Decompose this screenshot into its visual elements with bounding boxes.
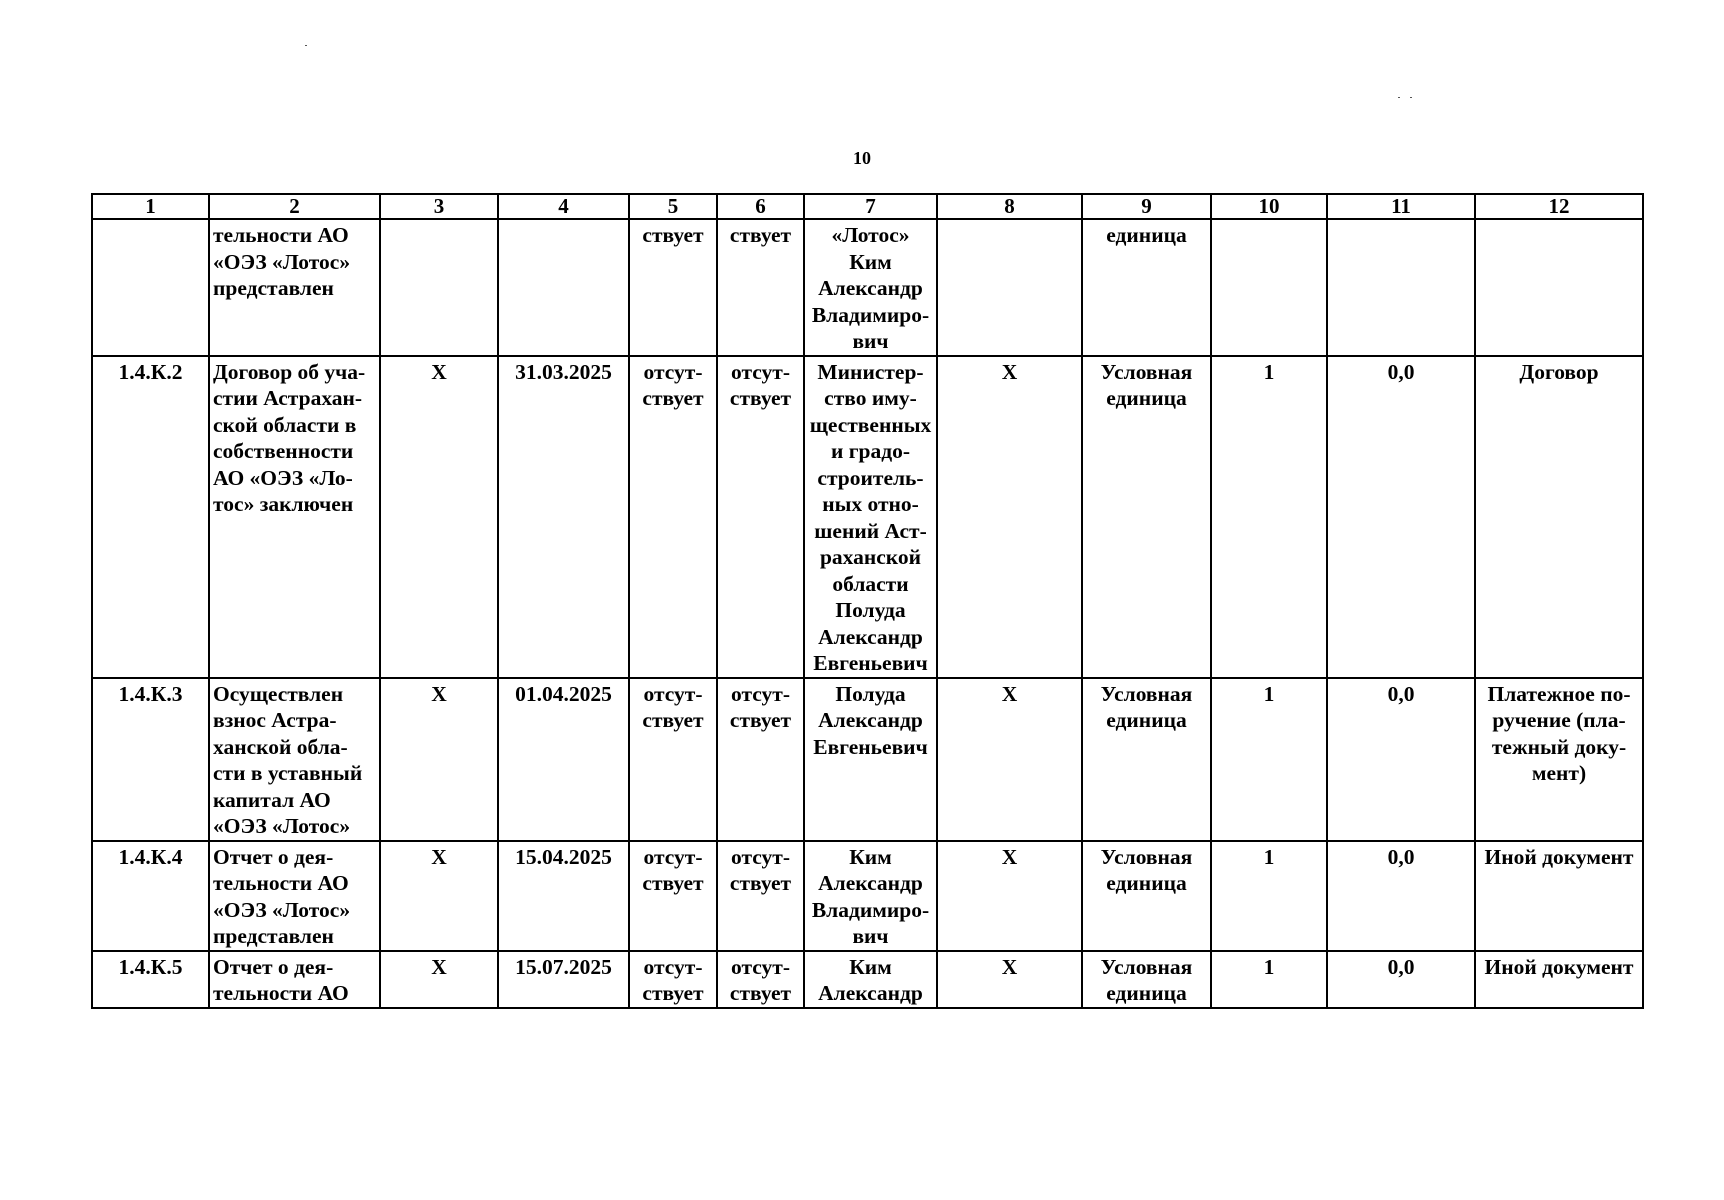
cell-unit: Условная единица bbox=[1082, 951, 1211, 1008]
column-header-4: 4 bbox=[498, 194, 629, 219]
cell-col8: X bbox=[937, 841, 1082, 951]
cell-col3: X bbox=[380, 841, 498, 951]
cell-col5: отсут- ствует bbox=[629, 356, 717, 678]
cell-event: Договор об уча- стии Астрахан- ской области в собственности АО «ОЭЗ «Ло- тос» заключен bbox=[209, 356, 380, 678]
cell-code: 1.4.К.3 bbox=[92, 678, 209, 841]
cell-date: 31.03.2025 bbox=[498, 356, 629, 678]
column-header-5: 5 bbox=[629, 194, 717, 219]
cell-col5: отсут- ствует bbox=[629, 841, 717, 951]
cell-document bbox=[1475, 219, 1643, 356]
table-row bbox=[92, 678, 1643, 841]
table-row bbox=[92, 951, 1643, 1008]
scan-speck bbox=[1410, 97, 1412, 98]
cell-unit: Условная единица bbox=[1082, 678, 1211, 841]
cell-code: 1.4.К.5 bbox=[92, 951, 209, 1008]
cell-event: Отчет о дея- тельности АО «ОЭЗ «Лотос» представлен bbox=[209, 841, 380, 951]
cell-col5: отсут- ствует bbox=[629, 678, 717, 841]
cell-date: 15.04.2025 bbox=[498, 841, 629, 951]
cell-document: Иной документ bbox=[1475, 841, 1643, 951]
column-header-12: 12 bbox=[1475, 194, 1643, 219]
cell-col10: 1 bbox=[1211, 356, 1327, 678]
cell-col3: X bbox=[380, 951, 498, 1008]
cell-col6: отсут- ствует bbox=[717, 356, 804, 678]
column-header-8: 8 bbox=[937, 194, 1082, 219]
cell-unit: Условная единица bbox=[1082, 841, 1211, 951]
cell-col3 bbox=[380, 219, 498, 356]
cell-col10: 1 bbox=[1211, 841, 1327, 951]
cell-responsible: «Лотос» Ким Александр Владимиро- вич bbox=[804, 219, 937, 356]
cell-col10 bbox=[1211, 219, 1327, 356]
cell-code: 1.4.К.2 bbox=[92, 356, 209, 678]
cell-code: 1.4.К.4 bbox=[92, 841, 209, 951]
table-row bbox=[92, 219, 1643, 356]
cell-responsible: Ким Александр bbox=[804, 951, 937, 1008]
cell-col5: ствует bbox=[629, 219, 717, 356]
cell-col11: 0,0 bbox=[1327, 841, 1475, 951]
table-row bbox=[92, 841, 1643, 951]
column-header-2: 2 bbox=[209, 194, 380, 219]
cell-col6: отсут- ствует bbox=[717, 678, 804, 841]
cell-unit: единица bbox=[1082, 219, 1211, 356]
cell-unit: Условная единица bbox=[1082, 356, 1211, 678]
cell-responsible: Министер- ство иму- щественных и градо- строитель- ных отно- шений Аст- раханской области Полуда Александр Евгеньевич bbox=[804, 356, 937, 678]
cell-date bbox=[498, 219, 629, 356]
cell-document: Иной документ bbox=[1475, 951, 1643, 1008]
scan-speck bbox=[1398, 97, 1400, 98]
cell-responsible: Ким Александр Владимиро- вич bbox=[804, 841, 937, 951]
cell-code bbox=[92, 219, 209, 356]
header-row bbox=[92, 194, 1643, 219]
cell-col5: отсут- ствует bbox=[629, 951, 717, 1008]
cell-col10: 1 bbox=[1211, 678, 1327, 841]
cell-col8: X bbox=[937, 678, 1082, 841]
column-header-7: 7 bbox=[804, 194, 937, 219]
cell-date: 01.04.2025 bbox=[498, 678, 629, 841]
column-header-6: 6 bbox=[717, 194, 804, 219]
cell-col8: X bbox=[937, 356, 1082, 678]
page-number: 10 bbox=[853, 148, 871, 168]
cell-responsible: Полуда Александр Евгеньевич bbox=[804, 678, 937, 841]
cell-event: Осуществлен взнос Астра- ханской обла- сти в уставный капитал АО «ОЭЗ «Лотос» bbox=[209, 678, 380, 841]
column-header-1: 1 bbox=[92, 194, 209, 219]
column-header-9: 9 bbox=[1082, 194, 1211, 219]
cell-date: 15.07.2025 bbox=[498, 951, 629, 1008]
cell-document: Договор bbox=[1475, 356, 1643, 678]
cell-col11: 0,0 bbox=[1327, 951, 1475, 1008]
cell-col3: X bbox=[380, 678, 498, 841]
cell-event: Отчет о дея- тельности АО bbox=[209, 951, 380, 1008]
cell-document: Платежное по- ручение (пла- тежный доку- мент) bbox=[1475, 678, 1643, 841]
document-table bbox=[91, 193, 1644, 1009]
cell-col8: X bbox=[937, 951, 1082, 1008]
scan-speck bbox=[305, 45, 307, 46]
cell-col6: ствует bbox=[717, 219, 804, 356]
cell-col8 bbox=[937, 219, 1082, 356]
table-row bbox=[92, 356, 1643, 678]
cell-col11: 0,0 bbox=[1327, 678, 1475, 841]
cell-col6: отсут- ствует bbox=[717, 841, 804, 951]
cell-col11 bbox=[1327, 219, 1475, 356]
column-header-10: 10 bbox=[1211, 194, 1327, 219]
column-header-3: 3 bbox=[380, 194, 498, 219]
cell-event: тельности АО «ОЭЗ «Лотос» представлен bbox=[209, 219, 380, 356]
cell-col6: отсут- ствует bbox=[717, 951, 804, 1008]
cell-col3: X bbox=[380, 356, 498, 678]
column-header-11: 11 bbox=[1327, 194, 1475, 219]
cell-col10: 1 bbox=[1211, 951, 1327, 1008]
cell-col11: 0,0 bbox=[1327, 356, 1475, 678]
